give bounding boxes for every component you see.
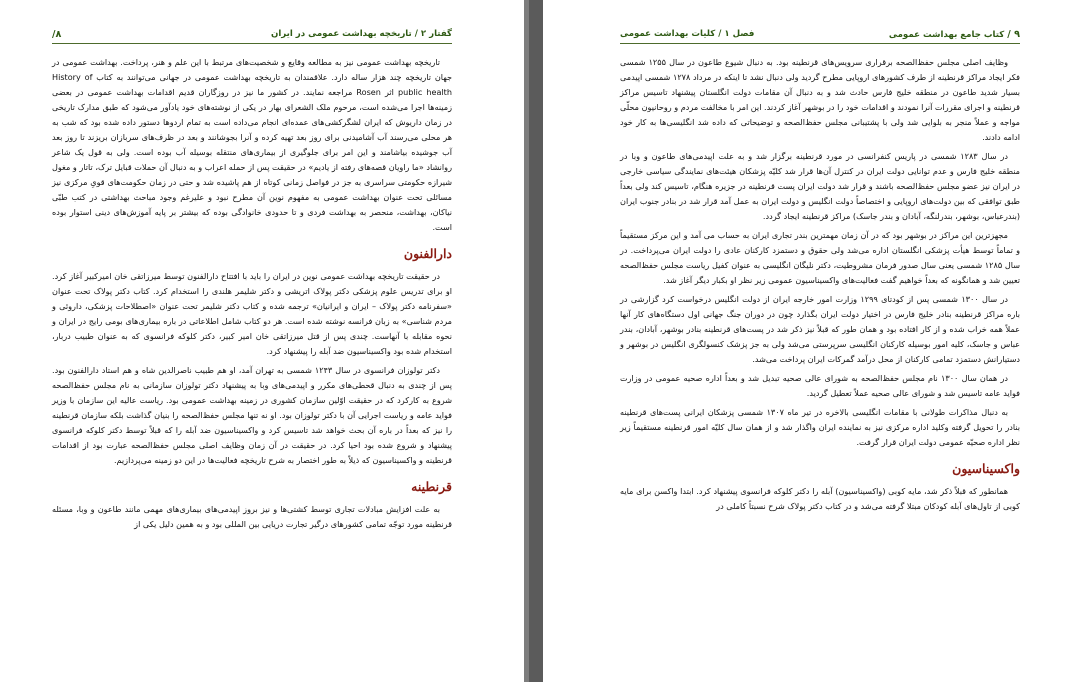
- paragraph: به دنبال مذاکرات طولانی با مقامات انگلیسی بالاخره در تیر ماه ۱۳۰۷ شمسی پزشکان ایرانی پست‌های قرنطینه بنادر را تحویل گرفته وکلید اداره مرکزی نیز به نماینده ایران واگذار شد و از همان سال کلیّه امور قرنطینه مستقیماً زیر نظر اداره صحیّه عمومی دولت ایران قرار گرفت.: [620, 407, 1020, 447]
- paragraph: در حقیقت تاریخچه بهداشت عمومی نوین در ایران را باید با افتتاح دارالفنون توسط میرزاتقی خان امیرکبیر آغاز کرد. او برای تدریس علوم پزشکی دکتر پولاک اتریشی و دکتر شلیمر هلندی را استخدام کرد. کتاب دکتر پولاک تحت عنوان «سفرنامه دکتر پولاک – ایران و ایرانیان» ترجمه شده و کتاب دکتر شلیمر تحت عنوان «اصطلاحات پزشکی، داروئی و مردم شناسی» به زبان فرانسه نوشته شده است. هر دو کتاب شامل اطلاعاتی در باره بیماری‌های بومی رایج در ایران و نحوه مقابله با آنهاست. چندی پس از قتل میرزاتقی خان امیر کبیر، دکتر کلوکه فرانسوی که به عنوان طبیب دربار، استخدام شده بود واکسیناسیون ضد آبله را پیشنهاد کرد.: [52, 271, 452, 356]
- right-running-header: [620, 25, 1020, 44]
- left-page-body: [52, 55, 452, 536]
- left-running-header: [52, 25, 452, 44]
- paragraph: در سال ۱۲۸۳ شمسی در پاریس کنفرانسی در مورد قرنطینه برگزار شد و به علت اپیدمی‌های طاعون و وبا در منطقه خلیج فارس و عدم توانایی دولت ایران در کنترل آن‌ها قرار شد کلیّه پزشکان هیئت‌های نمایندگی سیاسی خارجی در ایران نیز عضو مجلس حفظ‌الصحه باشند و قرار شد دولت ایران پست قرنطینه در جزیره هنگام، تاسیس کند ولی بعداً طبق توافقی که بین دولت‌های اروپایی و اختصاصاً دولت انگلیس و دولت ایران به عمل آمد قرار شد در بنادر جنوب ایران (بندرعباس، بوشهر، بندرلنگه، آبادان و بندر جاسک) مراکز قرنطینه ایجاد گردد.: [620, 151, 1020, 221]
- section-heading-vaccination: واکسیناسیون: [952, 461, 1020, 476]
- book-title: کتاب جامع بهداشت عمومی: [888, 29, 1005, 40]
- paragraph: به علت افزایش مبادلات تجاری توسط کشتی‌ها و نیز بروز اپیدمی‌های بیماری‌های مهمی مانند طاعون و وبا، مسئله قرنطینه مورد توجّه تمامی کشورهای درگیر تجارت دریایی بین المللی بود و به همین دلیل یکی از: [52, 504, 452, 529]
- paragraph: وظایف اصلی مجلس حفظ‌الصحه برقراری سرویس‌های قرنطینه بود. به دنبال شیوع طاعون در سال ۱۲۵۵ شمسی فکر ایجاد مراکز قرنطینه از طرف کشورهای اروپایی مطرح گردید ولی دنبال نشد تا اینکه در مرداد ۱۲۷۸ شمسی اپیدمی بسیار شدید طاعون در منطقه خلیج فارس حادث شد و به دنبال آن مقامات دولت انگلستان پیشنهاد تاسیس مراکز قرنطینه و اجرای مقررات آنرا نمودند و اقدامات خود را در بوشهر آغاز کردند. این امر با مخالفت مردم و روحانیون محلّی مواجه و عملاً منجر به بلوایی شد ولی با پشتیبانی مجلس حفظ‌الصحه و توضیحاتی که داده شد انگلیسی‌ها به کار خود ادامه دادند.: [620, 57, 1020, 142]
- paragraph: مجهزترین این مراکز در بوشهر بود که در آن زمان مهمترین بندر تجاری ایران به حساب می آمد و این مرکز مستقیماً و تماماً توسط هیأت پزشکی انگلستان اداره می‌شد ولی حقوق و دستمزد کارکنان عادی را دولت ایران می‌پرداخت. در سال ۱۲۸۵ شمسی یعنی سال صدور فرمان مشروطیت، دکتر نلیگان انگلیسی به عنوان کفیل ریاست مجلس حفظ‌الصحه تعیین شد و همانگونه که بعداً خواهیم گفت فعالیت‌های واکسیناسیون عمومی زیر نظر او بکبار دیگر آغاز شد.: [620, 230, 1020, 285]
- paragraph: در همان سال ۱۳۰۰ نام مجلس حفظ‌الصحه به شورای عالی صحیه تبدیل شد و بعداً اداره صحیه عمومی در وزارت فواید عامه تاسیس شد و شورای عالی صحیه عملاً تعطیل گردید.: [620, 373, 1020, 398]
- section-heading-darolfonoon: دارالفنون: [403, 246, 452, 261]
- paragraph: دکتر تولوزان فرانسوی در سال ۱۲۴۳ شمسی به تهران آمد، او هم طبیب ناصرالدین شاه و هم استاد دارالفنون بود. پس از چندی به دنبال قحطی‌های مکرر و اپیدمی‌های وبا به پیشنهاد دکتر تولوزان سازمانی به نام مجلس حفظ‌الصحه شروع به کارکرد که در حقیقت اوّلین سازمان کشوری در زمینه بهداشت عمومی بود. ریاست عالیه این سازمان با وزیر فواید عامه و ریاست اجرایی آن با دکتر تولوزان بود. او نه تنها مجلس حفظ‌الصحه را بنیان گذاشت بلکه سازمان قرنطینه را نیز که بعداً در باره آن بحث خواهد شد تاسیس کرد و واکسیناسیون ضد آبله را که قبلاً توسط دکتر کلوکه فرانسوی پیشنهاد و شروع شده بود احیا کرد. در حقیقت در آن زمان وظایف اصلی مجلس حفظ‌الصحه عبارت بود از اقدامات قرنطینه و واکسیناسیون که ذیلاً به طور اختصار به شرح تاریخچه فعالیت‌ها در این دو زمینه می‌پردازیم.: [52, 365, 452, 465]
- left-page: [0, 0, 524, 682]
- right-header-title: [889, 29, 1020, 40]
- section-heading-quarantine: قرنطینه: [411, 479, 452, 494]
- paragraph: همانطور که قبلاً ذکر شد، مایه کوبی (واکسیناسیون) آبله را دکتر کلوکه فرانسوی پیشنهاد کرد. ابتدا واکسن برای مایه کوبی از تاول‌های آبله کودکان مبتلا گرفته می‌شد و در کتاب دکتر پولاک شرح نسبتاً کاملی در: [620, 486, 1020, 511]
- book-gutter: [524, 0, 543, 682]
- left-page-number: ۸/: [52, 28, 62, 40]
- left-header-title: گفتار ۲ / تاریخچه بهداشت عمومی در ایران: [271, 29, 452, 39]
- paragraph: تاریخچه بهداشت عمومی نیز به مطالعه وقایع و شخصیت‌های مرتبط با این علم و هنر، پرداخت. بهداشت عمومی در جهان تاریخچه چند هزار ساله دارد. علاقمندان به تاریخچه بهداشت عمومی در جهانی می‌توانند به کتاب History of public health اثر Rosen مراجعه نمایند. در کشور ما نیز در روزگاران قدیم اقدامات بهداشت عمومی در بعضی زمینه‌ها اجرا می‌شده است، مرحوم ملک الشعرای بهار در یکی از نوشته‌های خود یادآور می‌شود که طبق مدارک تاریخی در زمان داریوش که ایران لشگرکشی‌های عمده‌ای انجام می‌داده است به تمام اردوها دستور داده شده بود که شب به هر محلی می‌رسند آب آشامیدنی برای روز بعد تهیه کرده و آنرا بجوشانند و بعد در ظرف‌های سربازان بریزند تا روز بعد آب جوشیده بیاشامند و این امر برای جلوگیری از بیماری‌های منتقله بوسیله آب بوده است. ولی به قول یک شاعر روانشاد «ما راویان قصه‌های رفته از یادیم» در حقیقت پس از حمله اعراب و به دنبال آن حملات قبایل ترک، تاتار و مغول شیرازه حکومتی سراسری به جز در فواصل زمانی کوتاه از هم پاشیده شد و حتی در زمان حکومت‌های قویِ مرکزی نیز مسائلی تحت عنوان بهداشت عمومی به مفهوم نوین آن مطرح نبود و علیرغم وجود مباحث بهداشتی در کتب طبّی نیاکان، بهداشت، منحصر به بهداشت فردی و تا حدودی خانوادگی بوده که بیشتر بر پایه آموزش‌های دینی استوار بوده است.: [52, 57, 452, 232]
- paragraph: در سال ۱۳۰۰ شمسی پس از کودتای ۱۲۹۹ وزارت امور خارجه ایران از دولت انگلیس درخواست کرد گزارشی در باره مراکز قرنطینه بنادر خلیج فارس در اختیار دولت ایران بگذارد چون در دوران جنگ جهانی اول دستگاه‌های کار آنها عملاً همه خراب شده و از کار افتاده بود و همان طور که قبلاً نیز ذکر شد در پست‌های قرنطینه بنادر بوشهر، آبادان، بندر عباس و جاسک، کلیه امور بوسیله کارکنان انگلیسی سرپرستی می‌شد ولی به جز پزشک کنسولگری انگلیس در بوشهر و دستیارانش دستمزد تمامی کارکنان از محل درآمد گمرکات ایران پرداخت می‌شد.: [620, 294, 1020, 364]
- right-page-body: [620, 55, 1020, 518]
- right-page-number: ۹ /: [1007, 28, 1020, 40]
- right-page: [543, 0, 1082, 682]
- right-header-chapter: فصل ۱ / کلیات بهداشت عمومی: [620, 29, 755, 39]
